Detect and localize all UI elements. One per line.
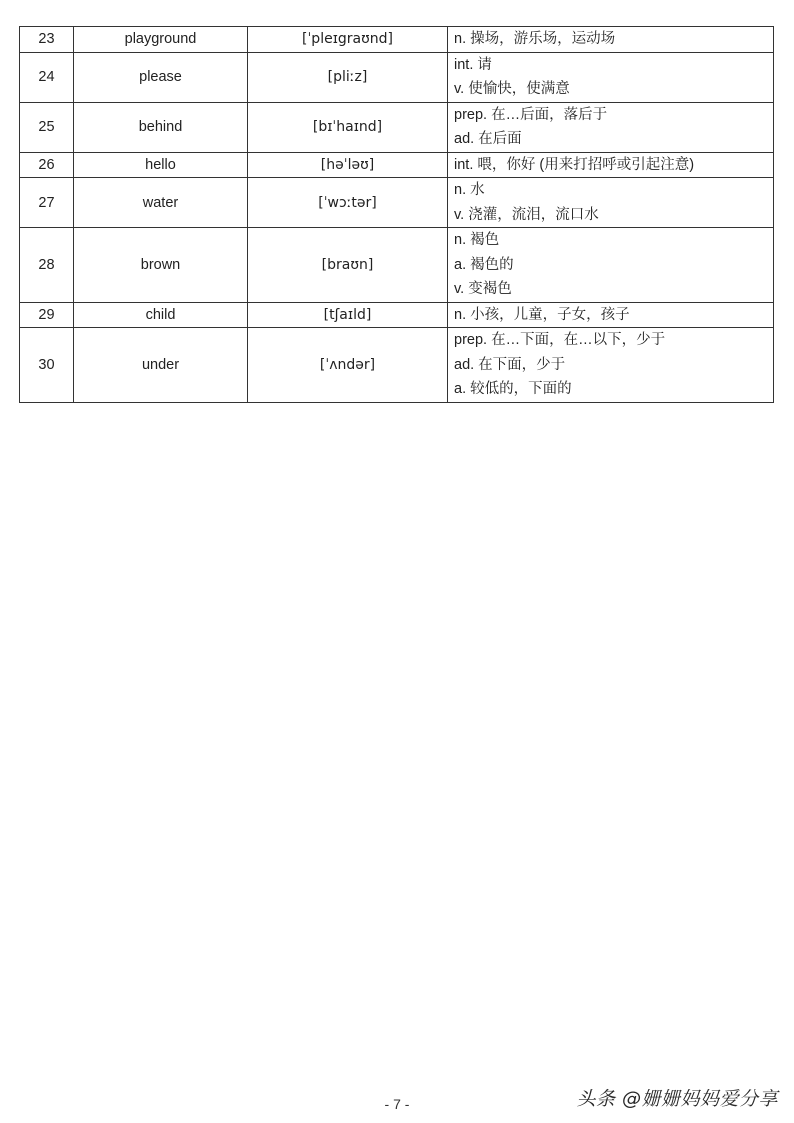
phonetic: [bɪˈhaɪnd] [248,102,448,152]
definition-cell [448,27,774,53]
definition-cell [448,178,774,228]
definition-line: ad. 在后面 [454,131,522,147]
word: brown [74,228,248,303]
definition-line: n. 水 [454,182,485,198]
definition-line: int. 喂，你好 (用来打招呼或引起注意) [454,156,695,173]
phonetic: [ˈwɔːtər] [248,178,448,228]
row-number: 23 [20,27,74,53]
row-number: 27 [20,178,74,228]
page-number: - 7 - [384,1096,410,1112]
definition-line: v. 使愉快，使满意 [454,81,570,97]
phonetic: [braʊn] [248,228,448,303]
definition-line: v. 变褐色 [454,281,512,297]
table-row [20,228,774,303]
table-row [20,328,774,403]
definition-cell [448,302,774,328]
word: water [74,178,248,228]
word: behind [74,102,248,152]
definition-line: prep. 在…下面，在…以下，少于 [454,332,666,348]
definition-line: a. 褐色的 [454,256,514,273]
vocabulary-table [19,26,774,403]
vocabulary-table-body [20,27,774,403]
definition-cell [448,228,774,303]
definition-line: a. 较低的，下面的 [454,381,572,397]
row-number: 25 [20,102,74,152]
row-number: 26 [20,152,74,178]
phonetic: [ˈʌndər] [248,328,448,403]
phonetic: [tʃaɪld] [248,302,448,328]
table-row [20,52,774,102]
table-row [20,152,774,178]
table-row [20,302,774,328]
table-row [20,102,774,152]
word: hello [74,152,248,178]
definition-line: int. 请 [454,56,492,73]
definition-cell [448,52,774,102]
row-number: 29 [20,302,74,328]
word: child [74,302,248,328]
definition-cell [448,328,774,403]
phonetic: [ˈpleɪgraʊnd] [248,27,448,53]
definition-line: prep. 在…后面，落后于 [454,106,608,123]
watermark: 头条 @姗姗妈妈爱分享 [576,1088,778,1110]
phonetic: [pliːz] [248,52,448,102]
definition-cell [448,102,774,152]
definition-line: ad. 在下面，少于 [454,356,566,373]
table-row [20,178,774,228]
word: please [74,52,248,102]
table-row [20,27,774,53]
word: under [74,328,248,403]
row-number: 28 [20,228,74,303]
row-number: 24 [20,52,74,102]
word: playground [74,27,248,53]
row-number: 30 [20,328,74,403]
definition-line: v. 浇灌，流泪，流口水 [454,206,599,223]
definition-line: n. 褐色 [454,232,500,248]
phonetic: [həˈləʊ] [248,152,448,178]
definition-line: n. 小孩，儿童，子女，孩子 [454,306,630,323]
definition-line: n. 操场，游乐场，运动场 [454,31,616,47]
definition-cell [448,152,774,178]
